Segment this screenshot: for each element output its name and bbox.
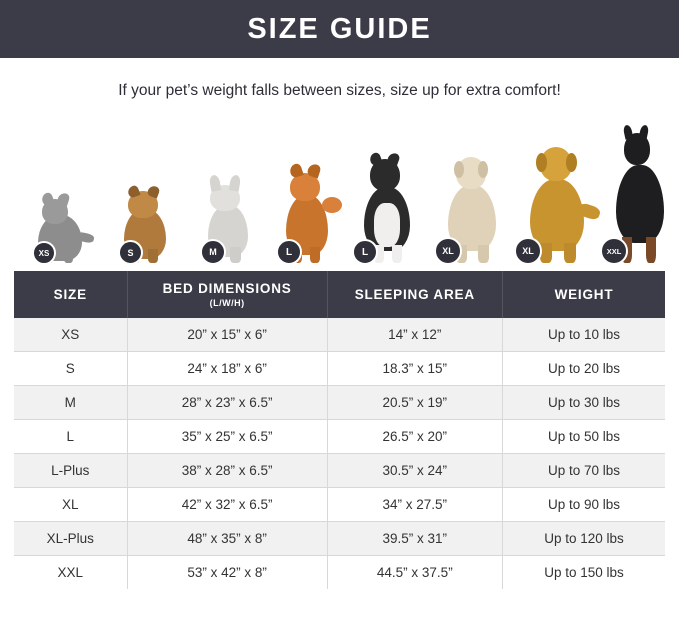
cell-dimensions: 53” x 42” x 8” (127, 556, 327, 590)
subtitle-text: If your pet’s weight falls between sizes, size up for extra comfort! (118, 82, 561, 99)
pet-badge-xl2: XL (514, 237, 542, 265)
pet-badge-xxl: XXL (600, 237, 628, 265)
table-header-row (14, 271, 665, 318)
column-header-size-label: SIZE (53, 287, 87, 302)
cell-size: XXL (14, 556, 127, 590)
column-header-size (14, 271, 127, 318)
pet-badge-xs: XS (32, 241, 56, 265)
pet-illustrations-row (14, 118, 665, 263)
pet-figure-xl2 (514, 135, 600, 263)
cell-sleeping-area: 34” x 27.5” (327, 488, 502, 522)
column-header-sleeping-area-label: SLEEPING AREA (354, 287, 475, 302)
table-row (14, 386, 665, 420)
cell-size: XL (14, 488, 127, 522)
pet-badge-s: S (118, 240, 143, 265)
table-body (14, 318, 665, 589)
column-header-sleeping-area (327, 271, 502, 318)
pet-badge-xl1: XL (434, 237, 462, 265)
pet-figure-l2 (348, 151, 424, 263)
cell-sleeping-area: 26.5” x 20” (327, 420, 502, 454)
cell-size: L (14, 420, 127, 454)
pet-figure-xl1 (432, 145, 510, 263)
table-header (14, 271, 665, 318)
size-chart-table (14, 271, 665, 589)
cell-weight: Up to 150 lbs (502, 556, 665, 590)
pet-figure-m (194, 175, 260, 263)
cell-weight: Up to 90 lbs (502, 488, 665, 522)
column-header-dimensions-sub: (L/W/H) (209, 298, 245, 308)
cell-sleeping-area: 14” x 12” (327, 318, 502, 352)
pet-badge-l2: L (352, 239, 378, 265)
column-header-weight-label: WEIGHT (554, 287, 614, 302)
cell-weight: Up to 30 lbs (502, 386, 665, 420)
column-header-dimensions (127, 271, 327, 318)
cell-sleeping-area: 30.5” x 24” (327, 454, 502, 488)
table-row (14, 522, 665, 556)
cell-dimensions: 35” x 25” x 6.5” (127, 420, 327, 454)
cell-sleeping-area: 20.5” x 19” (327, 386, 502, 420)
cell-dimensions: 24” x 18” x 6” (127, 352, 327, 386)
table-row (14, 488, 665, 522)
pet-figure-s (110, 183, 176, 263)
cell-weight: Up to 70 lbs (502, 454, 665, 488)
pet-figure-xs (22, 193, 94, 263)
cell-size: XS (14, 318, 127, 352)
pet-figure-xxl (600, 125, 679, 263)
cell-size: S (14, 352, 127, 386)
table-row (14, 420, 665, 454)
cell-size: XL-Plus (14, 522, 127, 556)
page-title: SIZE GUIDE (247, 12, 432, 45)
cell-dimensions: 38” x 28” x 6.5” (127, 454, 327, 488)
column-header-dimensions-label: BED DIMENSIONS (162, 281, 292, 296)
cell-size: M (14, 386, 127, 420)
cell-dimensions: 48” x 35” x 8” (127, 522, 327, 556)
header-banner (0, 0, 679, 58)
cell-sleeping-area: 39.5” x 31” (327, 522, 502, 556)
cell-weight: Up to 50 lbs (502, 420, 665, 454)
cell-weight: Up to 20 lbs (502, 352, 665, 386)
pet-figure-l1 (270, 163, 342, 263)
cell-weight: Up to 120 lbs (502, 522, 665, 556)
subtitle-section (0, 58, 679, 100)
cell-dimensions: 42” x 32” x 6.5” (127, 488, 327, 522)
cell-dimensions: 28” x 23” x 6.5” (127, 386, 327, 420)
pet-badge-m: M (200, 239, 226, 265)
cell-size: L-Plus (14, 454, 127, 488)
cell-sleeping-area: 44.5” x 37.5” (327, 556, 502, 590)
table-row (14, 454, 665, 488)
cell-dimensions: 20” x 15” x 6” (127, 318, 327, 352)
table-row (14, 352, 665, 386)
table-row (14, 318, 665, 352)
column-header-weight (502, 271, 665, 318)
cell-sleeping-area: 18.3” x 15” (327, 352, 502, 386)
pet-badge-l1: L (276, 239, 302, 265)
table-row (14, 556, 665, 590)
cell-weight: Up to 10 lbs (502, 318, 665, 352)
